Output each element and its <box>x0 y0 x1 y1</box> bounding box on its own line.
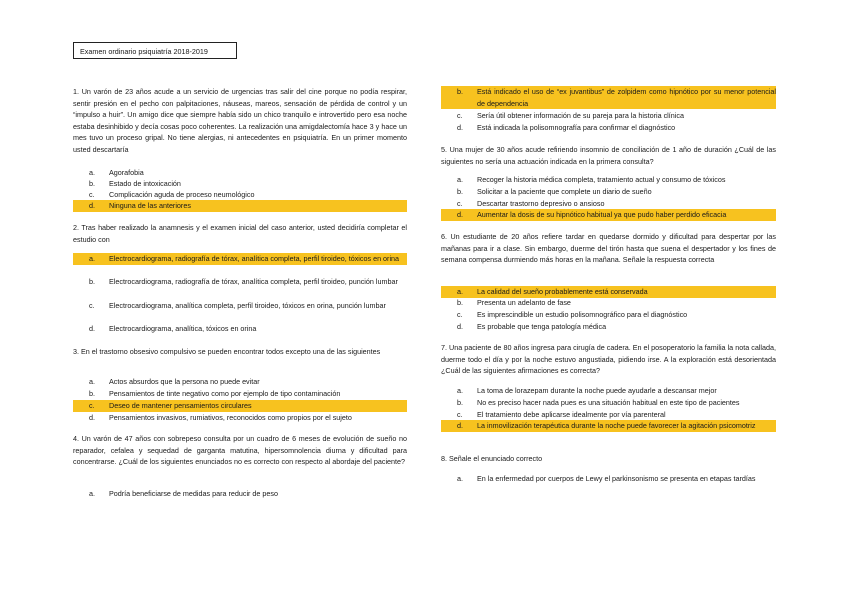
option-text: Pensamientos invasivos, rumiativos, reconocidos como propios por el sujeto <box>109 413 352 422</box>
option-text: En la enfermedad por cuerpos de Lewy el parkinsonismo se presenta en etapas tardías <box>477 474 756 483</box>
question-6-option-c <box>441 309 776 321</box>
question-5-option-c <box>441 198 776 210</box>
question-6: 6. Un estudiante de 20 años refiere tardar en quedarse dormido y dificultad para despertar por las mañanas para ir a clase. Sin embargo, duerme del tirón hasta que suena el despertador y los fines de semana compensa durmiendo más horas en la mañana. Señale la respuesta correcta <box>441 232 776 264</box>
question-3-option-c-highlighted <box>73 400 407 412</box>
option-letter: c. <box>457 310 463 319</box>
option-letter: a. <box>457 474 463 483</box>
question-8-option-a <box>441 473 776 485</box>
option-text: La calidad del sueño probablemente está conservada <box>477 287 648 296</box>
question-7-option-b <box>441 397 776 409</box>
option-text: Ninguna de las anteriores <box>109 201 191 210</box>
option-letter: b. <box>89 277 95 286</box>
option-text: Pensamientos de tinte negativo como por ejemplo de tipo contaminación <box>109 389 341 398</box>
question-2: 2. Tras haber realizado la anamnesis y el examen inicial del caso anterior, usted decidiría completar el estudio con <box>73 223 407 244</box>
question-5: 5. Una mujer de 30 años acude refiriendo insomnio de conciliación de 1 año de duración ¿Cuál de las siguientes no sería una actuación indicada en la primera consulta? <box>441 145 776 166</box>
option-text: Está indicado el uso de “ex juvantibus” de zolpidem como hipnótico por su menor potencial de dependencia <box>477 87 776 108</box>
option-letter: a. <box>457 175 463 184</box>
option-text: El tratamiento debe aplicarse idealmente por vía parenteral <box>477 410 666 419</box>
option-letter: a. <box>89 254 95 263</box>
question-1-option-c <box>73 189 407 201</box>
option-text: La inmovilización terapéutica durante la noche puede favorecer la agitación psicomotriz <box>477 421 756 430</box>
option-letter: c. <box>89 301 95 310</box>
option-letter: c. <box>89 190 95 199</box>
question-4-option-a <box>73 488 407 500</box>
option-letter: a. <box>89 168 95 177</box>
option-text: Solicitar a la paciente que complete un diario de sueño <box>477 187 652 196</box>
option-letter: d. <box>457 123 463 132</box>
question-8: 8. Señale el enunciado correcto <box>441 454 543 463</box>
option-text: Aumentar la dosis de su hipnótico habitual ya que pudo haber perdido eficacia <box>477 210 727 219</box>
option-text: Es imprescindible un estudio polisomnográfico para el diagnóstico <box>477 310 688 319</box>
option-letter: d. <box>457 322 463 331</box>
exam-title: Examen ordinario psiquiatría 2018-2019 <box>73 42 237 59</box>
option-letter: d. <box>457 210 463 219</box>
option-letter: b. <box>457 398 463 407</box>
question-3: 3. En el trastorno obsesivo compulsivo se pueden encontrar todos excepto una de las siguientes <box>73 347 381 356</box>
option-text: Recoger la historia médica completa, tratamiento actual y consumo de tóxicos <box>477 175 726 184</box>
option-text: Está indicada la polisomnografía para confirmar el diagnóstico <box>477 123 676 132</box>
option-letter: d. <box>457 421 463 430</box>
option-letter: b. <box>457 298 463 307</box>
option-text: Complicación aguda de proceso neumológico <box>109 190 255 199</box>
question-3-option-d <box>73 412 407 424</box>
option-letter: b. <box>457 87 463 96</box>
question-1-option-a <box>73 167 407 179</box>
option-text: Actos absurdos que la persona no puede evitar <box>109 377 260 386</box>
question-4: 4. Un varón de 47 años con sobrepeso consulta por un cuadro de 6 meses de evolución de sueño no reparador, cefalea y sequedad de garganta matutina, hipersomnolencia diurna y dificultad para concentrarse. ¿Cuál de los siguientes enunciados no es correcto con respecto al abordaje del paciente? <box>73 434 407 466</box>
option-text: Descartar trastorno depresivo o ansioso <box>477 199 605 208</box>
option-text: La toma de lorazepam durante la noche puede ayudarle a descansar mejor <box>477 386 717 395</box>
question-6-option-a-highlighted <box>441 286 776 298</box>
option-text: Deseo de mantener pensamientos circulares <box>109 401 252 410</box>
option-text: Estado de intoxicación <box>109 179 181 188</box>
option-letter: b. <box>457 187 463 196</box>
question-7-option-d-highlighted <box>441 420 776 432</box>
option-letter: d. <box>89 324 95 333</box>
question-1-option-d-highlighted <box>73 200 407 212</box>
question-5-option-b <box>441 186 776 198</box>
option-text: Es probable que tenga patología médica <box>477 322 607 331</box>
question-2-option-b <box>73 276 407 288</box>
option-letter: b. <box>89 389 95 398</box>
question-2-option-a-highlighted <box>73 253 407 265</box>
question-2-option-d <box>73 323 407 335</box>
question-6-option-b <box>441 297 776 309</box>
option-letter: d. <box>89 413 95 422</box>
option-text: Sería útil obtener información de su pareja para la historia clínica <box>477 111 684 120</box>
question-1-option-b <box>73 178 407 190</box>
question-7-option-a <box>441 385 776 397</box>
option-text: Presenta un adelanto de fase <box>477 298 571 307</box>
option-text: Podría beneficiarse de medidas para reducir de peso <box>109 489 279 498</box>
question-1: 1. Un varón de 23 años acude a un servicio de urgencias tras salir del cine porque no podía respirar, sentir presión en el pecho con palpitaciones, náuseas, mareos, sensación de pérdida de control y un “impulso a huir”. Un amigo dice que siempre había sido un chico tranquilo e introvertido pero esa noche estaba desinhibido y decía cosas poco coherentes. La realización una amigdalectomía hace 3 y hace un mes tuvo un proceso gripal. No tiene alergias, ni antecedentes en psiquiatría. En un primer momento usted descartaría <box>73 87 407 154</box>
option-letter: b. <box>89 179 95 188</box>
option-text: Agorafobia <box>109 168 144 177</box>
option-letter: c. <box>457 199 463 208</box>
option-letter: a. <box>457 287 463 296</box>
option-letter: d. <box>89 201 95 210</box>
option-letter: a. <box>89 489 95 498</box>
question-7-option-c <box>441 409 776 421</box>
option-text: Electrocardiograma, radiografía de tórax, analítica completa, perfil tiroideo, tóxicos en orina <box>109 254 400 263</box>
option-letter: c. <box>457 111 463 120</box>
question-3-option-b <box>73 388 407 400</box>
option-text: No es preciso hacer nada pues es una situación habitual en este tipo de pacientes <box>477 398 740 407</box>
question-4-option-c <box>441 110 776 122</box>
question-3-option-a <box>73 376 407 388</box>
option-letter: c. <box>457 410 463 419</box>
question-4-option-d <box>441 122 776 134</box>
question-6-option-d <box>441 321 776 333</box>
question-5-option-d-highlighted <box>441 209 776 221</box>
option-letter: a. <box>457 386 463 395</box>
option-text: Electrocardiograma, radiografía de tórax, analítica completa, perfil tiroideo, punción lumbar <box>109 277 398 286</box>
option-text: Electrocardiograma, analítica, tóxicos en orina <box>109 324 257 333</box>
option-text: Electrocardiograma, analítica completa, perfil tiroideo, tóxicos en orina, punción lumbar <box>109 301 386 310</box>
question-7: 7. Una paciente de 80 años ingresa para cirugía de cadera. En el posoperatorio la familia la nota callada, duerme todo el día y por la noche estuvo angustiada, pidiendo irse. A la exploración está desorientada ¿Cuál de las siguientes afirmaciones es correcta? <box>441 343 776 375</box>
question-5-option-a <box>441 174 776 186</box>
option-letter: a. <box>89 377 95 386</box>
question-4-option-b-highlighted <box>441 86 776 109</box>
option-letter: c. <box>89 401 95 410</box>
question-2-option-c <box>73 300 407 312</box>
